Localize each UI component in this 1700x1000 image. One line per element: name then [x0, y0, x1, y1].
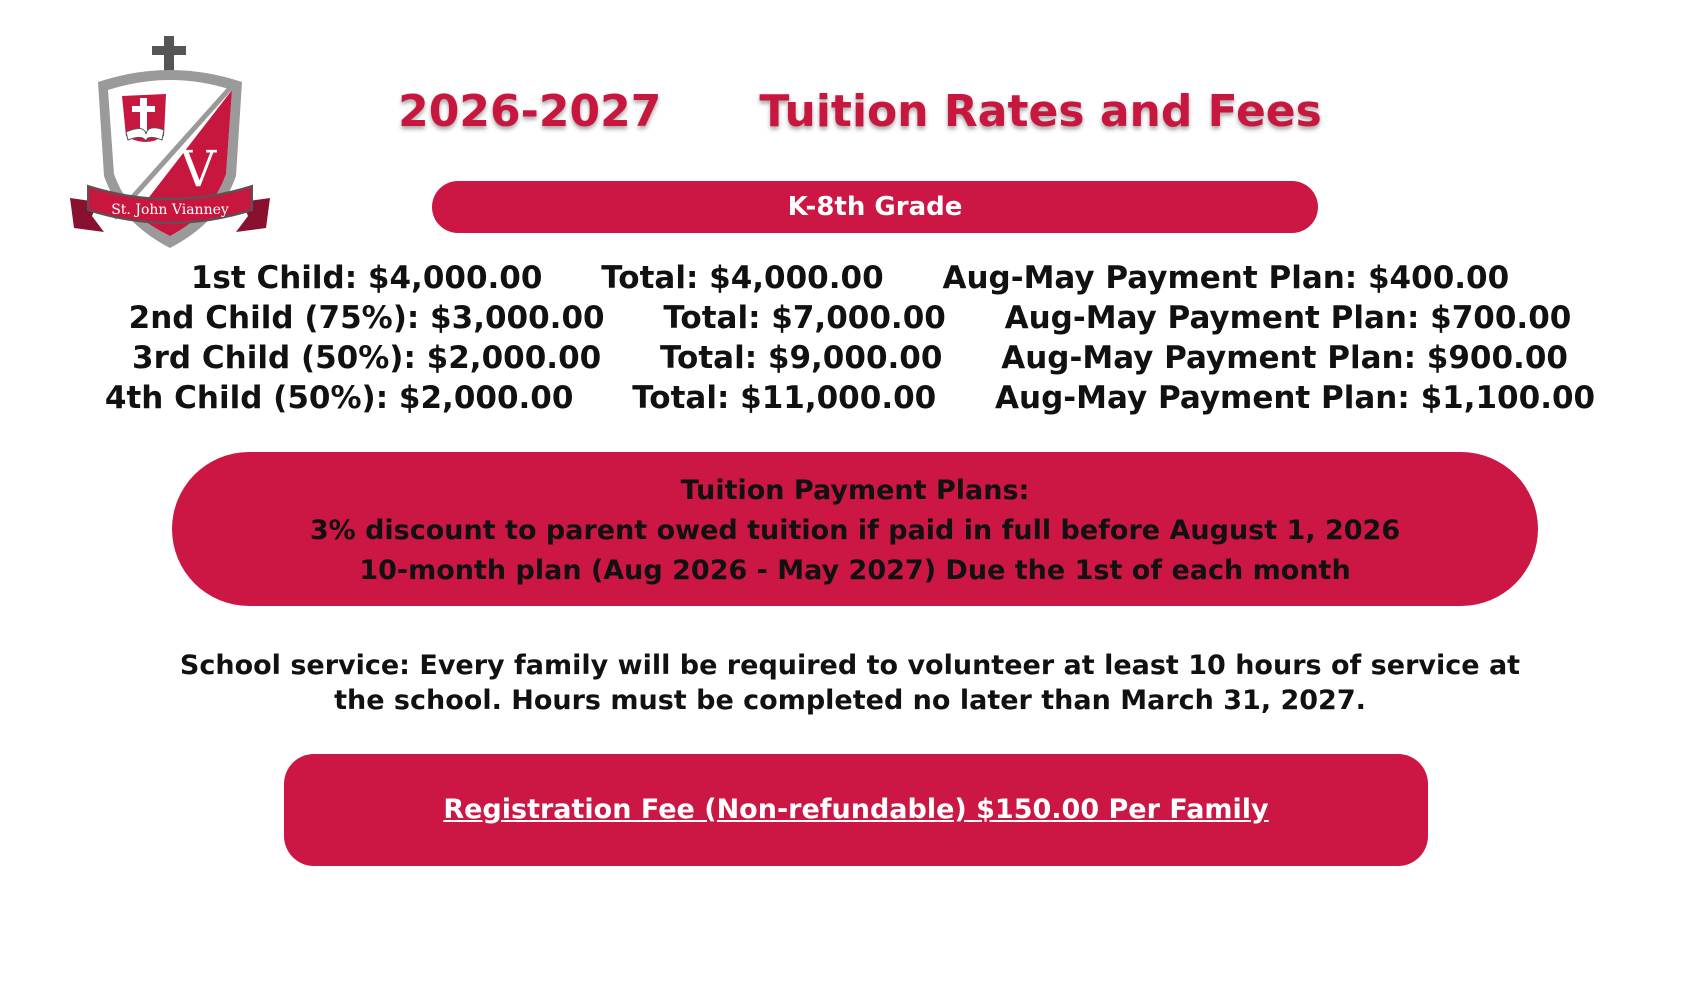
- total-rate: Total: $11,000.00: [632, 380, 937, 416]
- crest-icon: [70, 36, 270, 256]
- rate-row: [0, 378, 1700, 418]
- service-line-2: the school. Hours must be completed no later than March 31, 2027.: [334, 685, 1366, 716]
- grade-label: K-8th Grade: [787, 192, 963, 222]
- payment-plan-rate: Aug-May Payment Plan: $1,100.00: [995, 380, 1596, 416]
- total-rate: Total: $4,000.00: [601, 260, 884, 296]
- payment-plans-monthly: 10-month plan (Aug 2026 - May 2027) Due the 1st of each month: [359, 555, 1351, 586]
- school-service-note: [0, 648, 1700, 718]
- tuition-rates: [0, 258, 1700, 418]
- payment-plan-rate: Aug-May Payment Plan: $900.00: [1001, 340, 1568, 376]
- service-line-1: School service: Every family will be required to volunteer at least 10 hours of service at: [179, 650, 1521, 681]
- registration-fee-link[interactable]: Registration Fee (Non-refundable) $150.00 Per Family: [443, 794, 1269, 825]
- payment-plan-rate: Aug-May Payment Plan: $400.00: [942, 260, 1510, 296]
- payment-plans-discount: 3% discount to parent owed tuition if paid in full before August 1, 2026: [309, 515, 1401, 546]
- grade-banner: [432, 181, 1318, 233]
- child-rate: 3rd Child (50%): $2,000.00: [132, 340, 602, 376]
- child-rate: 2nd Child (75%): $3,000.00: [128, 300, 605, 336]
- rate-row: [0, 258, 1700, 298]
- rate-row: [0, 298, 1700, 338]
- rate-row: [0, 338, 1700, 378]
- title-year: 2026-2027: [398, 86, 662, 137]
- payment-plan-rate: Aug-May Payment Plan: $700.00: [1004, 300, 1572, 336]
- child-rate: 4th Child (50%): $2,000.00: [104, 380, 574, 416]
- svg-text:St. John Vianney: St. John Vianney: [111, 202, 229, 218]
- child-rate: 1st Child: $4,000.00: [190, 260, 543, 296]
- total-rate: Total: $9,000.00: [660, 340, 943, 376]
- registration-fee-banner: [284, 754, 1428, 866]
- payment-plans-heading: Tuition Payment Plans:: [680, 475, 1030, 506]
- page-title: [0, 86, 1700, 137]
- svg-text:V: V: [179, 140, 217, 198]
- school-logo: [70, 36, 270, 256]
- payment-plans-banner: [172, 452, 1538, 606]
- title-text: Tuition Rates and Fees: [759, 86, 1322, 137]
- total-rate: Total: $7,000.00: [663, 300, 946, 336]
